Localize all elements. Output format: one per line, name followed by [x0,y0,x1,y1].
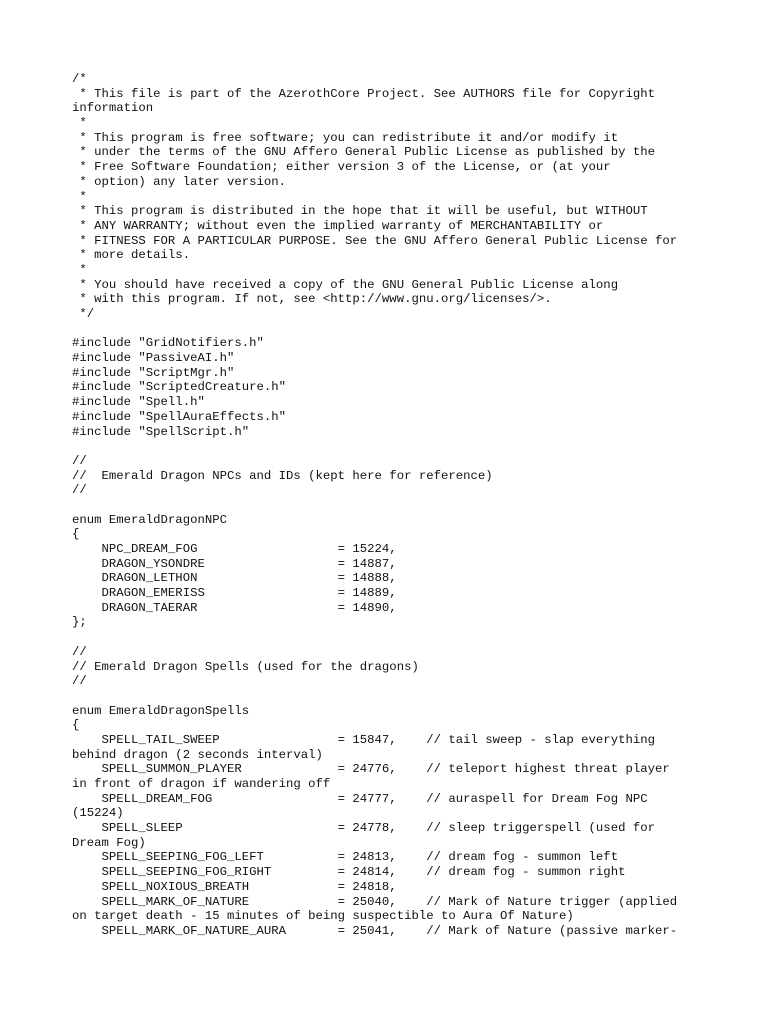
code-line: * [72,116,87,131]
code-line: #include "Spell.h" [72,395,205,410]
code-line: // Emerald Dragon Spells (used for the dragons) [72,659,419,674]
code-line [72,630,712,645]
code-line: NPC_DREAM_FOG = 15224, [72,542,397,556]
code-line: * You should have received a copy of the GNU General Public License along [72,277,619,292]
code-line: * FITNESS FOR A PARTICULAR PURPOSE. See the GNU Affero General Public License for [72,233,678,248]
code-line: SPELL_SEEPING_FOG_RIGHT = 24814, // dream fog - summon right [72,865,626,880]
code-line: information [72,101,154,116]
code-line: // [72,644,87,659]
code-line: * with this program. If not, see <http://www.gnu.org/licenses/>. [72,292,552,307]
code-line: SPELL_SUMMON_PLAYER = 24776, // teleport highest threat player [72,762,670,777]
code-line [72,498,712,513]
code-line: DRAGON_LETHON = 14888, [72,571,397,586]
code-line: #include "ScriptedCreature.h" [72,380,287,395]
code-line: * This file is part of the AzerothCore Project. See AUTHORS file for Copyright [72,86,655,101]
code-line: * ANY WARRANTY; without even the implied warranty of MERCHANTABILITY or [72,218,604,233]
code-line [72,689,712,704]
code-line: enum EmeraldDragonSpells [72,703,250,718]
code-line: behind dragon (2 seconds interval) [72,747,323,762]
code-line: enum EmeraldDragonNPC [72,512,227,527]
code-line [72,322,712,337]
code-line: * more details. [72,248,191,263]
code-line: DRAGON_EMERISS = 14889, [72,586,397,601]
code-line: * under the terms of the GNU Affero General Public License as published by the [72,145,655,160]
code-line: in front of dragon if wandering off [72,777,331,791]
code-line: (15224) [72,806,124,821]
code-line: /* [72,72,87,86]
code-line [72,439,712,454]
code-line: #include "GridNotifiers.h" [72,336,264,351]
code-line: SPELL_NOXIOUS_BREATH = 24818, [72,879,397,894]
code-line: SPELL_SEEPING_FOG_LEFT = 24813, // dream fog - summon left [72,850,619,865]
code-line: * Free Software Foundation; either version 3 of the License, or (at your [72,160,611,175]
code-line: { [72,527,80,542]
code-line: */ [72,307,95,321]
code-line: // Emerald Dragon NPCs and IDs (kept here for reference) [72,468,493,483]
code-line: * [72,189,87,204]
code-line: SPELL_DREAM_FOG = 24777, // auraspell for Dream Fog NPC [72,791,648,806]
code-line: DRAGON_YSONDRE = 14887, [72,556,397,571]
code-line: DRAGON_TAERAR = 14890, [72,600,397,615]
code-line: #include "ScriptMgr.h" [72,365,235,380]
code-line: // [72,483,87,498]
code-line: SPELL_MARK_OF_NATURE_AURA = 25041, // Mark of Nature (passive marker- [72,923,678,938]
code-line: #include "PassiveAI.h" [72,351,235,366]
code-line: // [72,674,87,689]
code-line: SPELL_SLEEP = 24778, // sleep triggerspell (used for [72,821,655,836]
code-line: // [72,453,87,468]
code-line: #include "SpellScript.h" [72,424,250,439]
code-line: * [72,262,87,277]
source-code-block [72,72,712,939]
code-line: Dream Fog) [72,835,146,850]
code-line: SPELL_MARK_OF_NATURE = 25040, // Mark of Nature trigger (applied [72,894,678,909]
code-line: on target death - 15 minutes of being suspectible to Aura Of Nature) [72,909,574,924]
code-line: * This program is free software; you can redistribute it and/or modify it [72,130,619,145]
code-line: SPELL_TAIL_SWEEP = 15847, // tail sweep - slap everything [72,732,655,747]
code-line: }; [72,615,87,630]
code-line: * option) any later version. [72,174,287,189]
code-line: { [72,718,80,733]
code-line: * This program is distributed in the hope that it will be useful, but WITHOUT [72,204,648,219]
code-line: #include "SpellAuraEffects.h" [72,409,287,424]
